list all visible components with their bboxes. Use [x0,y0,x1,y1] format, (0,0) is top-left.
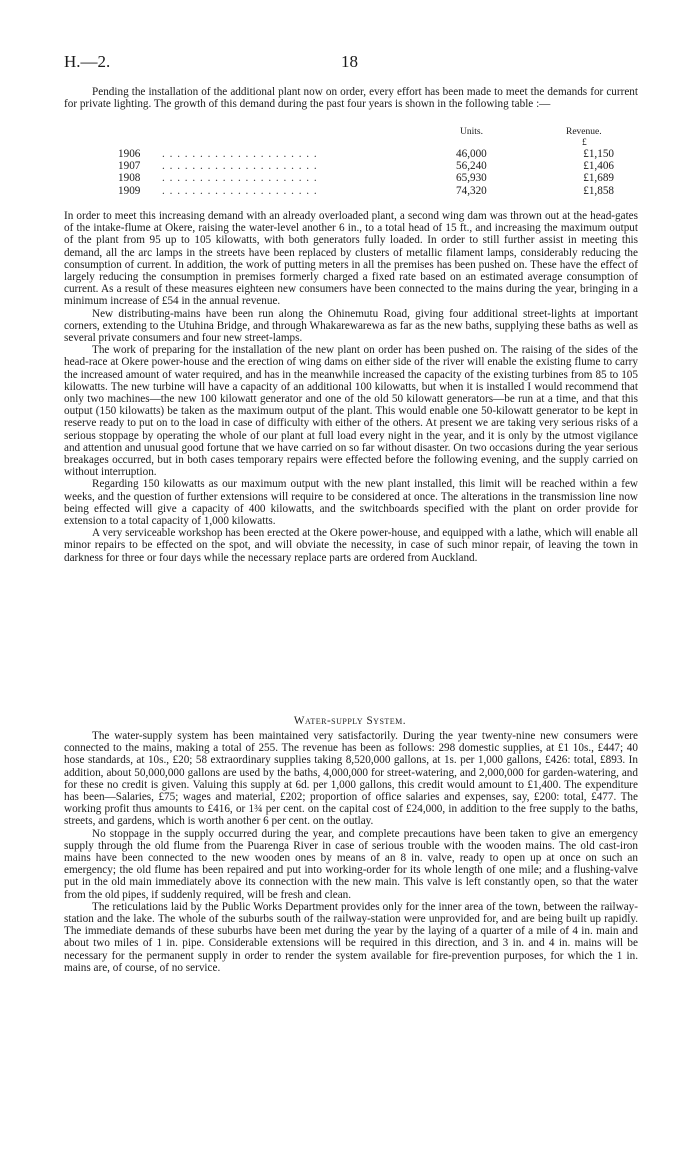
paragraph: Regarding 150 kilowatts as our maximum output with the new plant installed, this limit will be reached within a few weeks, and the question of further extensions will require to be considered at once. The alterations in the transmission line now being effected will give a capacity of 400 kilowatts, and the switchboards specified with the plant on order provide for extension to a total capacity of 1,000 kilowatts. [64,478,638,528]
table-row [64,185,638,197]
year-cell: 1908 [118,172,141,185]
year-cell: 1906 [118,148,141,160]
water-supply-section [64,730,638,974]
currency-symbol: £ [582,138,587,148]
paragraph: The water-supply system has been maintained very satisfactorily. During the year twenty-nine new consumers were connected to the mains, making a total of 255. The revenue has been as follows: 298 domestic supplies, at £1 10s., £447; 40 hose standards, at 10s., £20; 58 extraordinary supplies taking 8,520,000 gallons, at 1s. per 1,000 gallons, £426: total, £893. In addition, about 50,000,000 gallons are used by the baths, 4,000,000 for street-watering, and 2,000,000 for garden-watering, and for these no credit is given. Valuing this supply at 6d. per 1,000 gallons, this credit would amount to £1,400. The expenditure has been—Salaries, £75; wages and material, £202; proportion of office salaries and expenses, say, £200: total, £477. The working profit thus amounts to £416, or 1¾ per cent. on the capital cost of £24,000, in addition to the free supply to the baths, streets, and gardens, which is worth another 6 per cent. on the outlay. [64,730,638,828]
units-cell: 46,000 [456,148,487,160]
page-number: 18 [341,52,358,71]
lighting-revenue-table [64,126,638,197]
section-heading-text: Water-supply System. [293,715,407,727]
paragraph: The work of preparing for the installation of the new plant on order has been pushed on. The raising of the sides of the head-race at Okere power-house and the erection of wing dams on either side of the river will enable the existing flume to carry the increased amount of water required, and has in the meanwhile increased the capacity of the existing turbines from 85 to 105 kilowatts. The new turbine will have a capacity of an additional 100 kilowatts, but when it is installed I would recommend that only two machines—the new 100 kilowatt generator and one of the old 50 kilowatt generators—be run at a time, and that this output (150 kilowatts) be taken as the maximum output of the plant. This would enable one 50-kilowatt generator to be kept in reserve ready to put on to the load in case of difficulty with either of the others. At present we are taking very serious risks of a serious stoppage by operating the whole of our plant at full load every night in the year, and it is only by the utmost vigilance and attention and unusual good fortune that we have carried on so far without disaster. On two occasions during the year serious breakages occurred, but in both cases temporary repairs were effected before the following evening, and the supply carried on without interruption. [64,344,638,479]
column-header-revenue: Revenue. [566,127,602,137]
year-cell: 1907 [118,160,141,173]
paragraph: The reticulations laid by the Public Works Department provides only for the inner area of the town, between the railway-station and the lake. The whole of the suburbs south of the railway-station were unprovided for, and are being built up rapidly. The immediate demands of these suburbs have been met during the year by the laying of a quarter of a mile of 4 in. main and about two miles of 1 in. pipe. Considerable extensions will be required in this direction, and 3 in. and 4 in. mains will be necessary for the permanent supply in order to render the system available for fire-prevention purposes, for which the 1 in. mains are, of course, of no service. [64,900,638,974]
revenue-cell: £1,858 [583,184,614,197]
leader-dots: . . . . . . . . . . . . . . . . . . . . . [162,172,318,185]
revenue-cell: £1,150 [583,148,614,160]
electric-lighting-section [64,210,638,564]
table-row [64,160,638,172]
leader-dots: . . . . . . . . . . . . . . . . . . . . . [162,184,318,197]
revenue-cell: £1,689 [583,172,614,185]
paragraph: No stoppage in the supply occurred during the year, and complete precautions have been taken to give an emergency supply through the old flume from the Puarenga River in case of serious trouble with the wooden mains. The old cast-iron mains have been connected to the new wooden ones by means of an 8 in. valve, ready to open up at once on such an emergency; the old flume has been repaired and put into working-order for its whole length of one mile; and a flushing-valve put in the old main immediately above its connection with the new main. This valve is left constantly open, so that the water from the old pipes, if suddenly required, will be fresh and clean. [64,827,638,901]
table-row [64,172,638,184]
column-header-units: Units. [460,127,483,137]
table-header [64,126,638,148]
units-cell: 74,320 [456,184,487,197]
paragraph: In order to meet this increasing demand with an already overloaded plant, a second wing dam was thrown out at the head-gates of the intake-flume at Okere, raising the water-level another 6 in., to a total head of 15 ft., and increasing the maximum output of the plant from 95 up to 105 kilowatts, with both generators fully loaded. In order to still further assist in meeting this demand, all the arc lamps in the streets have been replaced by clusters of metallic filament lamps, considerably reducing the consumption of current. In addition, the work of putting meters in all the premises has been pushed on. These have the effect of largely reducing the consumption in premises formerly charged a fixed rate based on an estimated average consumption of current. As a result of these measures eighteen new consumers have been connected to the mains during the year, bringing in a minimum increase of £54 in the annual revenue. [64,210,638,308]
section-heading [0,715,700,727]
paragraph: Pending the installation of the additional plant now on order, every effort has been made to meet the demands for current for private lighting. The growth of this demand during the past four years is shown in the following table :— [64,86,638,111]
document-reference: H.—2. [64,52,111,71]
year-cell: 1909 [118,184,141,197]
paragraph: New distributing-mains have been run along the Ohinemutu Road, giving four additional street-lights at important corners, extending to the Utuhina Bridge, and through Whakarewarewa as far as the new baths, supplying these baths as well as several private consumers and four new street-lamps. [64,307,638,345]
intro-paragraph [64,86,638,110]
units-cell: 56,240 [456,160,487,173]
table-row [64,148,638,160]
revenue-cell: £1,406 [583,160,614,173]
paragraph: A very serviceable workshop has been erected at the Okere power-house, and equipped with a lathe, which will enable all minor repairs to be effected on the spot, and will obviate the necessity, in case of such minor repair, of leaving the town in darkness for three or four days while the necessary replace parts are ordered from Auckland. [64,527,638,564]
leader-dots: . . . . . . . . . . . . . . . . . . . . . [162,148,318,160]
units-cell: 65,930 [456,172,487,185]
leader-dots: . . . . . . . . . . . . . . . . . . . . . [162,160,318,173]
